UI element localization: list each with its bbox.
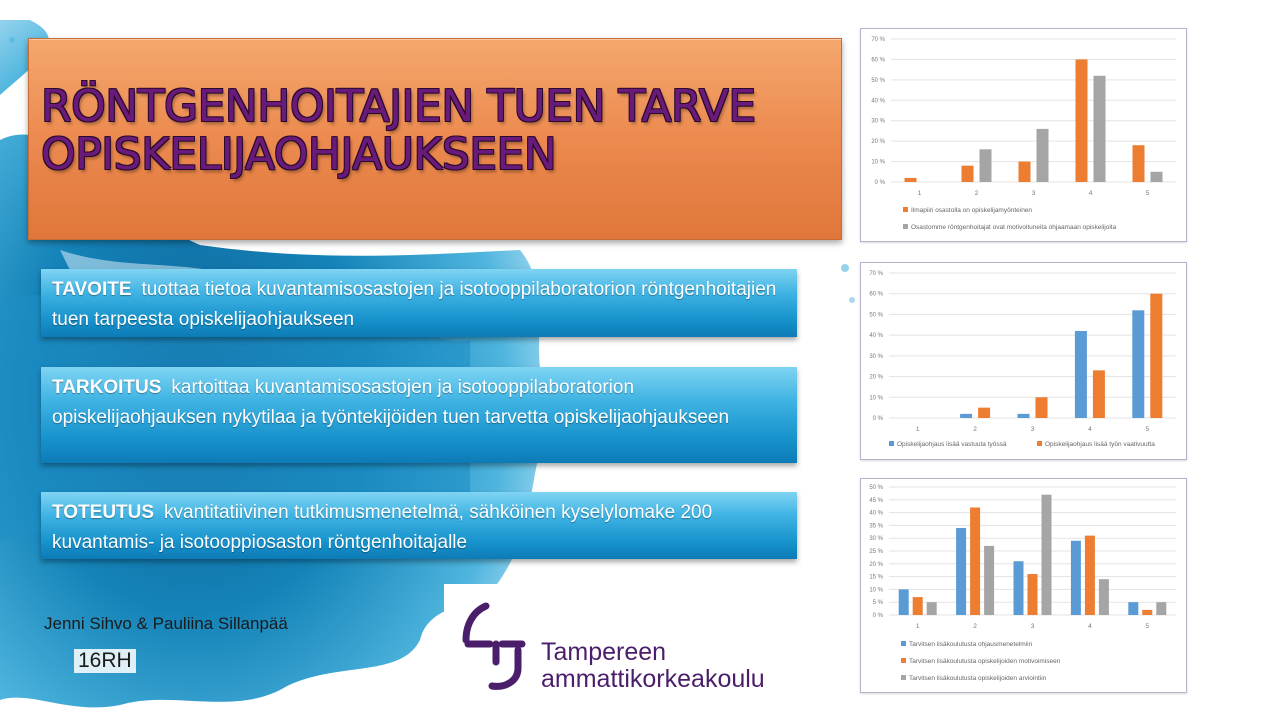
bar	[1156, 602, 1166, 615]
purpose-label: TARKOITUS	[52, 377, 162, 398]
bar	[1151, 172, 1163, 182]
authors: Jenni Sihvo & Pauliina Sillanpää	[44, 614, 288, 633]
x-tick-label: 1	[917, 190, 922, 197]
y-tick-label: 30 %	[869, 353, 883, 360]
bar	[1142, 610, 1152, 615]
x-tick-label: 3	[1030, 623, 1035, 630]
chart-2-svg	[861, 263, 1186, 459]
x-tick-label: 4	[1088, 426, 1092, 433]
legend-swatch	[903, 224, 908, 229]
bar	[1093, 370, 1105, 418]
x-tick-label: 4	[1088, 623, 1092, 630]
purpose-box	[41, 367, 797, 463]
bar	[1133, 145, 1145, 182]
bar	[1132, 310, 1144, 418]
y-tick-label: 60 %	[869, 291, 883, 298]
y-tick-label: 30 %	[871, 118, 885, 125]
y-tick-label: 35 %	[869, 523, 883, 530]
implementation-text: kvantitatiivinen tutkimusmenetelmä, sähköinen kyselylomake 200 kuvantamis- ja isotooppiosaston röntgenhoitajalle	[52, 502, 713, 553]
bar	[1094, 76, 1106, 182]
y-tick-label: 20 %	[869, 374, 883, 381]
bar	[1085, 536, 1095, 615]
y-tick-label: 45 %	[869, 497, 883, 504]
tamk-logo-icon	[460, 598, 532, 692]
bar	[1028, 574, 1038, 615]
goal-box	[41, 269, 797, 337]
legend-swatch	[901, 641, 906, 646]
legend-swatch	[1037, 441, 1042, 446]
bar	[1099, 579, 1109, 615]
legend-label: Tarvitsen lisäkoulutusta opiskelijoiden arviointiin	[909, 675, 1047, 682]
chart-3-svg	[861, 479, 1186, 692]
legend-label: Opiskelijaohjaus lisää työn vaativuutta	[1045, 441, 1155, 448]
legend-label: Osastomme röntgenhoitajat ovat motivoituneita ohjaamaan opiskelijoita	[911, 224, 1117, 231]
legend-swatch	[889, 441, 894, 446]
bar	[1019, 162, 1031, 182]
chart-1	[860, 28, 1187, 242]
y-tick-label: 70 %	[871, 37, 885, 43]
bar	[927, 602, 937, 615]
y-tick-label: 50 %	[871, 77, 885, 84]
y-tick-label: 40 %	[869, 510, 883, 517]
chart-2	[860, 262, 1187, 460]
legend-label: Tarvitsen lisäkoulutusta ohjausmenetelmiin	[909, 641, 1033, 648]
bar	[1150, 294, 1162, 418]
y-tick-label: 40 %	[871, 98, 885, 105]
goal-label: TAVOITE	[52, 279, 132, 300]
group-code: 16RH	[74, 649, 136, 673]
y-tick-label: 10 %	[869, 395, 883, 402]
legend-label: Tarvitsen lisäkoulutusta opiskelijoiden motivoimiseen	[909, 658, 1061, 665]
y-tick-label: 25 %	[869, 549, 883, 555]
bar	[1018, 414, 1030, 418]
x-tick-label: 3	[1030, 426, 1035, 433]
x-tick-label: 5	[1145, 190, 1150, 197]
bar	[1075, 331, 1087, 418]
bar	[905, 178, 917, 182]
splash-drop	[9, 37, 15, 43]
x-tick-label: 4	[1088, 190, 1093, 197]
x-tick-label: 3	[1031, 190, 1036, 197]
y-tick-label: 50 %	[869, 485, 883, 491]
bar	[913, 597, 923, 615]
slide-title	[41, 83, 831, 178]
legend-label: Opiskelijaohjaus lisää vastuuta työssä	[897, 441, 1007, 448]
y-tick-label: 70 %	[869, 271, 883, 277]
legend-swatch	[901, 658, 906, 663]
implementation-label: TOTEUTUS	[52, 502, 155, 523]
bar	[1071, 541, 1081, 615]
bar	[1036, 397, 1048, 418]
x-tick-label: 1	[915, 426, 920, 433]
x-tick-label: 1	[915, 623, 920, 630]
legend-label: Ilmapiiri osastolla on opiskelijamyönteinen	[911, 207, 1033, 214]
tamk-logo	[444, 584, 794, 720]
title-line-2: OPISKELIJAOHJAUKSEEN	[41, 128, 557, 180]
y-tick-label: 50 %	[869, 312, 883, 319]
y-tick-label: 0 %	[874, 180, 885, 186]
logo-line-2: ammattikorkeakoulu	[541, 665, 765, 693]
legend-swatch	[901, 675, 906, 680]
x-tick-label: 2	[973, 623, 977, 630]
implementation-box	[41, 492, 797, 559]
x-tick-label: 5	[1145, 426, 1150, 433]
splash-drop	[841, 264, 849, 272]
bar	[970, 507, 980, 615]
bar	[984, 546, 994, 615]
bar	[1076, 59, 1088, 182]
legend-swatch	[903, 207, 908, 212]
y-tick-label: 5 %	[872, 600, 883, 607]
y-tick-label: 0 %	[872, 416, 883, 422]
bar	[980, 149, 992, 182]
title-box	[28, 38, 842, 240]
y-tick-label: 20 %	[869, 561, 883, 568]
chart-1-svg	[861, 29, 1186, 241]
y-tick-label: 40 %	[869, 333, 883, 340]
purpose-text: kartoittaa kuvantamisosastojen ja isotooppilaboratorion opiskelijaohjauksen nykytilaa ja työntekijöiden tuen tarvetta opiskelijaohjaukseen	[52, 377, 730, 428]
bar	[899, 589, 909, 615]
y-tick-label: 10 %	[871, 159, 885, 166]
x-tick-label: 2	[973, 426, 977, 433]
logo-wordmark	[541, 639, 765, 693]
bar	[960, 414, 972, 418]
bar	[962, 166, 974, 182]
logo-line-1: Tampereen	[541, 638, 667, 666]
x-tick-label: 5	[1145, 623, 1150, 630]
y-tick-label: 60 %	[871, 57, 885, 64]
bar	[1042, 495, 1052, 615]
y-tick-label: 0 %	[872, 613, 883, 619]
y-tick-label: 15 %	[869, 574, 883, 581]
goal-text: tuottaa tietoa kuvantamisosastojen ja isotooppilaboratorion röntgenhoitajien tuen tarpeesta opiskelijaohjaukseen	[52, 279, 777, 330]
bar	[1128, 602, 1138, 615]
title-line-1: RÖNTGENHOITAJIEN TUEN TARVE	[41, 81, 756, 132]
bar	[1037, 129, 1049, 182]
chart-3	[860, 478, 1187, 693]
bar	[1014, 561, 1024, 615]
x-tick-label: 2	[974, 190, 979, 197]
y-tick-label: 20 %	[871, 139, 885, 146]
y-tick-label: 10 %	[869, 587, 883, 594]
bar	[956, 528, 966, 615]
bar	[978, 408, 990, 418]
splash-drop	[849, 297, 855, 303]
y-tick-label: 30 %	[869, 536, 883, 543]
